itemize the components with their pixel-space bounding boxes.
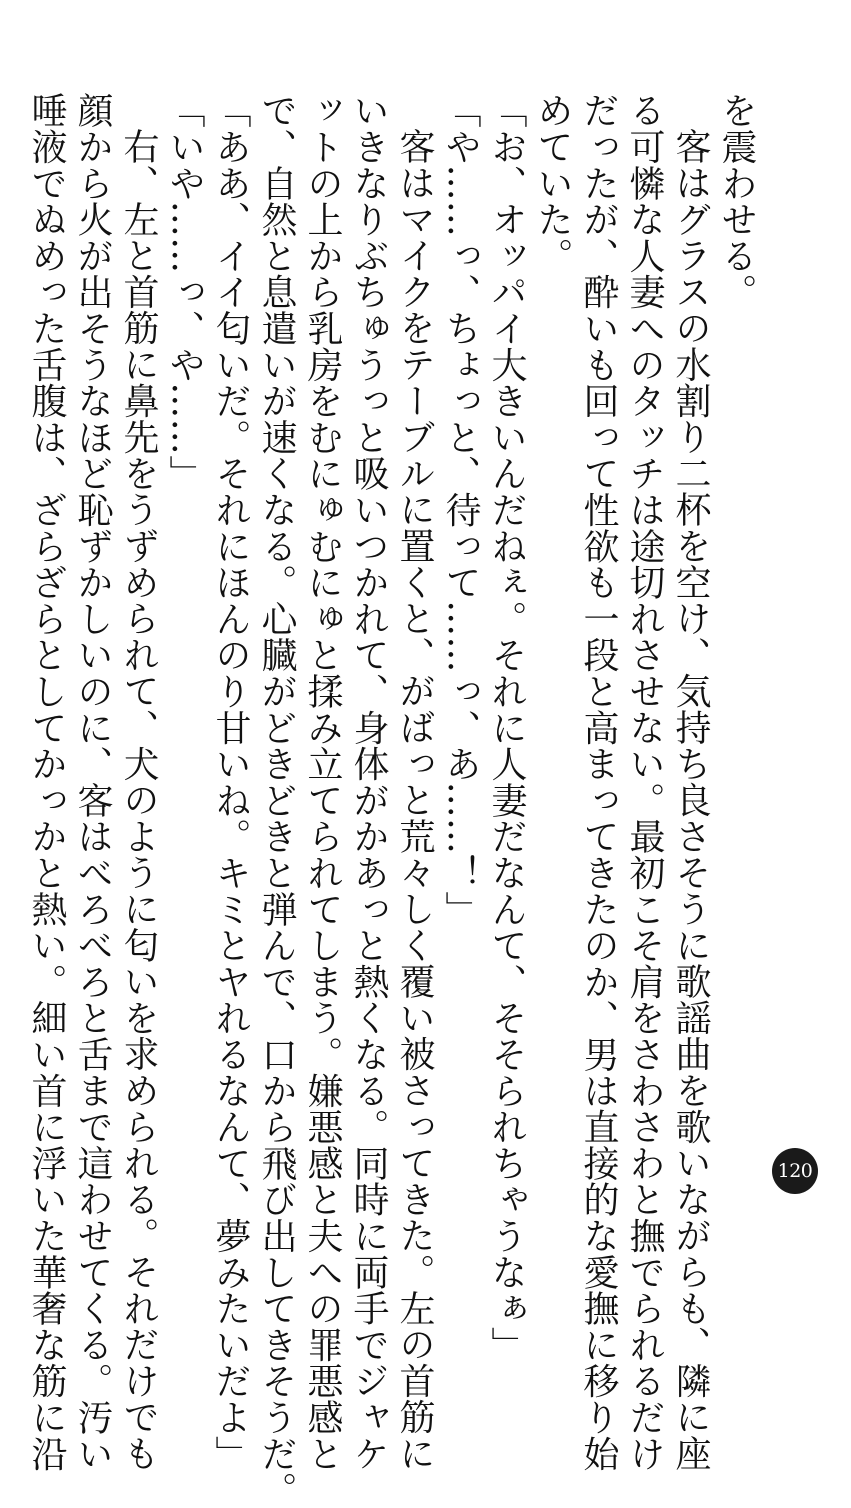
text-line: だったが、酔いも回って性欲も一段と高まってきたのか、男は直接的な愛撫に移り始 — [578, 92, 619, 1472]
text-line: る可憐な人妻へのタッチは途切れさせない。最初こそ肩をさわさわと撫でられるだけ — [624, 92, 665, 1472]
page-number-badge: 120 — [772, 1148, 818, 1194]
vertical-text-body — [26, 92, 759, 1508]
dialogue-line: 「お、オッパイ大きいんだねぇ。それに人妻だなんて、そそられちゃうなぁ」 — [486, 92, 527, 1363]
text-line: ットの上から乳房をむにゅむにゅと揉み立てられてしまう。嫌悪感と夫への罪悪感と — [302, 92, 343, 1472]
text-line: 唾液でぬめった舌腹は、ざらざらとしてかっかと熱い。細い首に浮いた華奢な筋に沿 — [26, 92, 67, 1472]
dialogue-line: 「いや……っ、や……」 — [164, 92, 205, 492]
dialogue-line: 「や……っ、ちょっと、待って……っ、あ……！」 — [440, 92, 481, 927]
dialogue-line: 「ああ、イイ匂いだ。それにほんのり甘いね。キミとヤれるなんて、夢みたいだよ」 — [210, 92, 251, 1472]
text-line: 顔から火が出そうなほど恥ずかしいのに、客はべろべろと舌まで這わせてくる。汚い — [72, 92, 113, 1472]
text-line: 客はグラスの水割り二杯を空け、気持ち良さそうに歌謡曲を歌いながらも、隣に座 — [670, 128, 711, 1472]
text-line: めていた。 — [532, 92, 573, 274]
text-line: を震わせる。 — [716, 92, 757, 310]
text-line: で、自然と息遣いが速くなる。心臓がどきどきと弾んで、口から飛び出してきそうだ。 — [256, 92, 297, 1508]
text-line: いきなりぶちゅうっと吸いつかれて、身体がかあっと熱くなる。同時に両手でジャケ — [348, 92, 389, 1472]
text-line: 客はマイクをテーブルに置くと、がばっと荒々しく覆い被さってきた。左の首筋に — [394, 128, 435, 1472]
text-line: 右、左と首筋に鼻先をうずめられて、犬のように匂いを求められる。それだけでも — [118, 128, 159, 1472]
